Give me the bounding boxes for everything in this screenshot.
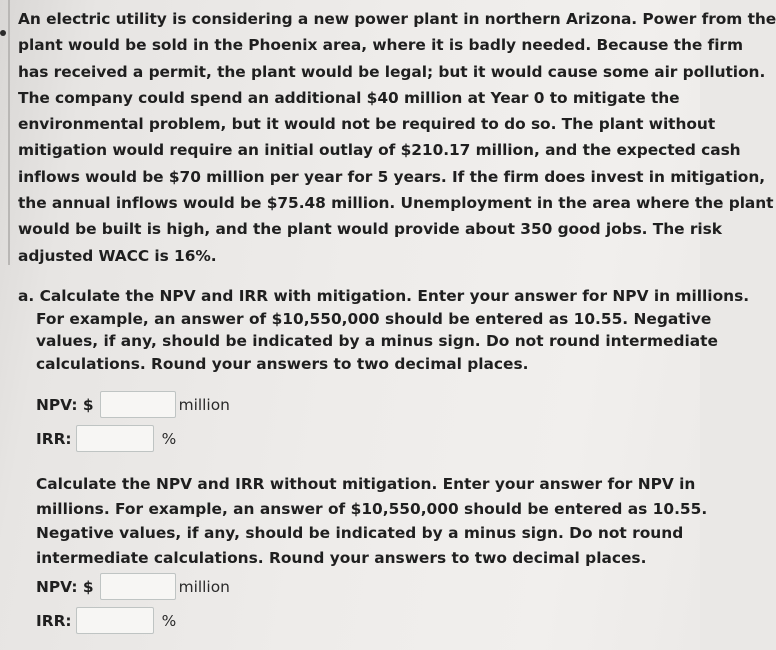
part-b-irr-input[interactable] bbox=[76, 607, 154, 634]
intro-line: An electric utility is considering a new power plant in northern Arizona. Power from the bbox=[18, 10, 776, 28]
intro-line: mitigation would require an initial outlay of $210.17 million, and the expected cash bbox=[18, 141, 741, 160]
problem-statement bbox=[18, 6, 776, 269]
part-b-line: intermediate calculations. Round your answers to two decimal places. bbox=[36, 548, 647, 567]
intro-line: plant would be sold in the Phoenix area, where it is badly needed. Because the firm bbox=[18, 36, 743, 55]
part-b-instructions bbox=[36, 472, 708, 570]
part-a-line: For example, an answer of $10,550,000 should be entered as 10.55. Negative bbox=[36, 309, 712, 328]
intro-line: adjusted WACC is 16%. bbox=[18, 246, 217, 265]
part-a-line: calculations. Round your answers to two decimal places. bbox=[36, 354, 529, 373]
npv-unit-label: million bbox=[178, 395, 230, 414]
part-a-npv-row bbox=[36, 391, 230, 418]
part-b-line: Negative values, if any, should be indicated by a minus sign. Do not round bbox=[36, 524, 684, 542]
part-a-npv-input[interactable] bbox=[100, 391, 176, 418]
part-b-line: Calculate the NPV and IRR without mitigation. Enter your answer for NPV in bbox=[36, 475, 696, 493]
part-a-instructions bbox=[18, 285, 750, 375]
intro-line: environmental problem, but it would not be required to do so. The plant without bbox=[18, 115, 716, 134]
part-a-line: a. Calculate the NPV and IRR with mitigation. Enter your answer for NPV in millions. bbox=[18, 287, 750, 305]
part-b-npv-input[interactable] bbox=[100, 573, 176, 600]
part-a-line: values, if any, should be indicated by a minus sign. Do not round intermediate bbox=[36, 332, 718, 351]
intro-line: The company could spend an additional $40 million at Year 0 to mitigate the bbox=[18, 88, 680, 107]
part-b-irr-row bbox=[36, 607, 176, 634]
intro-line: would be built is high, and the plant would provide about 350 good jobs. The risk bbox=[18, 220, 722, 239]
irr-label: IRR: bbox=[36, 611, 72, 630]
bullet-dot bbox=[0, 30, 6, 36]
intro-line: the annual inflows would be $75.48 million. Unemployment in the area where the plant bbox=[18, 194, 774, 213]
npv-unit-label: million bbox=[178, 577, 230, 596]
intro-line: has received a permit, the plant would be legal; but it would cause some air pollution. bbox=[18, 62, 766, 81]
part-a-irr-input[interactable] bbox=[76, 425, 154, 452]
part-b-line: millions. For example, an answer of $10,550,000 should be entered as 10.55. bbox=[36, 499, 708, 518]
irr-label: IRR: bbox=[36, 429, 72, 448]
part-b-npv-row bbox=[36, 573, 230, 600]
intro-line: inflows would be $70 million per year for 5 years. If the firm does invest in mitigation, bbox=[18, 167, 766, 186]
npv-label: NPV: $ bbox=[36, 577, 94, 596]
irr-unit-label: % bbox=[161, 429, 177, 448]
npv-label: NPV: $ bbox=[36, 395, 94, 414]
irr-unit-label: % bbox=[161, 611, 177, 630]
left-margin-rule bbox=[8, 0, 10, 265]
part-a-irr-row bbox=[36, 425, 176, 452]
